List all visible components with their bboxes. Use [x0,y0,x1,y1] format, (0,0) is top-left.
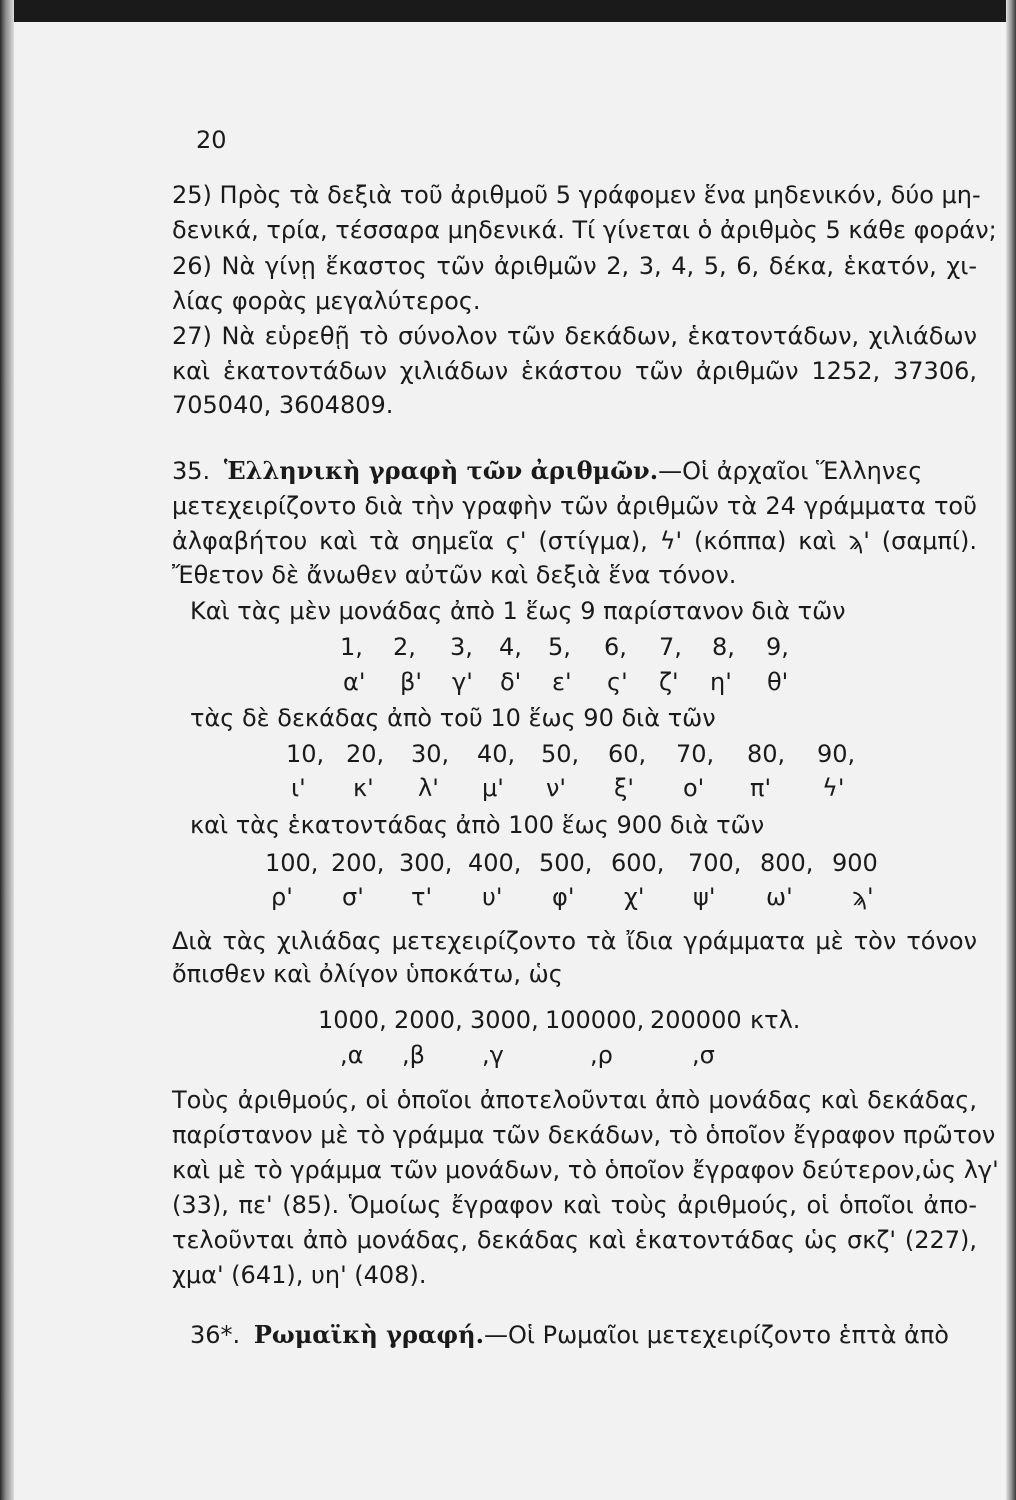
hundreds-letter: φ' [552,883,575,911]
tens-numbers-row [0,739,1016,769]
tens-number: 30, [411,740,450,768]
tens-number: 10, [286,740,325,768]
thousands-letter: ,γ [482,1041,504,1069]
units-number: 7, [659,633,682,661]
tens-letter: ν' [546,774,567,802]
units-letter: δ' [500,668,522,696]
hundreds-letters-row [0,882,1016,912]
thousands-number: 2000, [394,1006,463,1034]
hundreds-number: 700, [688,849,742,877]
tens-letters-row [0,773,1016,803]
tens-number: 60, [608,740,647,768]
hundreds-letter: ψ' [693,883,716,911]
page-number: 20 [196,126,227,154]
section-35-line-1-text: —Οἱ ἀρχαῖοι Ἕλληνες [658,457,923,485]
exercise-27-line-2: καὶ ἑκατοντάδων χιλιάδων ἑκάστου τῶν ἀριθμῶν 1252, 37306, [172,357,977,385]
section-35-number: 35. [172,457,211,485]
hundreds-letter: ω' [766,883,793,911]
compound-line-5: τελοῦνται ἀπὸ μονάδας, δεκάδας καὶ ἑκατοντάδας ὡς σκζ' (227), [172,1226,977,1254]
tens-letter: κ' [353,774,374,802]
tens-letter: π' [750,774,772,802]
thousands-letters-row [0,1040,1016,1070]
section-36-heading [190,1320,949,1350]
compound-line-1: Τοὺς ἀριθμούς, οἱ ὁποῖοι ἀποτελοῦνται ἀπὸ μονάδας καὶ δεκάδας, [172,1086,977,1114]
units-letter: γ' [452,668,473,696]
tens-letter: ϟ' [822,774,845,802]
tens-number: 40, [477,740,516,768]
thousands-line-2: ὄπισθεν καὶ ὀλίγον ὑποκάτω, ὡς [172,960,563,988]
hundreds-number: 300, [399,849,453,877]
hundreds-number: 200, [331,849,385,877]
units-number: 1, [340,633,363,661]
tens-number: 50, [541,740,580,768]
units-number: 5, [548,633,571,661]
hundreds-letter: χ' [624,883,645,911]
scan-top-border [0,0,1016,22]
compound-line-6: χμα' (641), υη' (408). [172,1261,427,1289]
thousands-number: 200000 [650,1006,742,1034]
units-number: 9, [766,633,789,661]
units-letter: ε' [552,668,572,696]
section-35-heading [172,456,922,486]
units-number: 8, [712,633,735,661]
section-35-line-4: Ἔθετον δὲ ἄνωθεν αὐτῶν καὶ δεξιὰ ἕνα τόνον. [172,561,737,589]
units-letter: α' [343,668,366,696]
tens-letter: ξ' [614,774,634,802]
compound-line-4: (33), πε' (85). Ὁμοίως ἔγραφον καὶ τοὺς ἀριθμούς, οἱ ὁποῖοι ἀπο- [172,1191,977,1219]
section-35-line-2: μετεχειρίζοντο διὰ τὴν γραφὴν τῶν ἀριθμῶν τὰ 24 γράμματα τοῦ [172,492,977,520]
hundreds-number: 100, [265,849,319,877]
hundreds-letter: ϡ' [852,883,874,911]
compound-line-3: καὶ μὲ τὸ γράμμα τῶν μονάδων, τὸ ὁποῖον ἔγραφον δεύτερον,ὡς λγ' [172,1156,999,1184]
tens-number: 80, [747,740,786,768]
hundreds-numbers-row [0,848,1016,878]
tens-number: 70, [676,740,715,768]
section-36-line-1-text: —Οἱ Ρωμαῖοι μετεχειρίζοντο ἑπτὰ ἀπὸ [483,1321,949,1349]
units-number: 2, [393,633,416,661]
section-35-title: Ἑλληνικὴ γραφὴ τῶν ἀριθμῶν. [223,456,659,485]
hundreds-number: 900 [832,849,878,877]
tens-letter: ι' [291,774,306,802]
thousands-letter: ,σ [692,1041,715,1069]
hundreds-letter: σ' [342,883,364,911]
units-letter: β' [400,668,422,696]
exercise-25-line-2: δενικά, τρία, τέσσαρα μηδενικά. Τί γίνεται ὁ ἀριθμὸς 5 κάθε φοράν; [172,216,997,244]
units-number: 3, [450,633,473,661]
tens-intro: τὰς δὲ δεκάδας ἀπὸ τοῦ 10 ἕως 90 διὰ τῶν [190,704,716,732]
units-letter: ς' [607,668,628,696]
hundreds-letter: υ' [482,883,503,911]
units-letter: ζ' [659,668,679,696]
units-letters-row [0,667,1016,697]
exercise-26-line-2: λίας φορὰς μεγαλύτερος. [172,287,481,315]
hundreds-number: 800, [760,849,814,877]
exercise-25-line-1: 25) Πρὸς τὰ δεξιὰ τοῦ ἀριθμοῦ 5 γράφομεν ἕνα μηδενικόν, δύο μη- [172,181,981,209]
compound-line-2: παρίστανον μὲ τὸ γράμμα τῶν δεκάδων, τὸ ὁποῖον ἔγραφον πρῶτον [172,1121,996,1149]
hundreds-intro: καὶ τὰς ἑκατοντάδας ἀπὸ 100 ἕως 900 διὰ τῶν [190,811,765,839]
tens-letter: λ' [418,774,439,802]
thousands-line-1: Διὰ τὰς χιλιάδας μετεχειρίζοντο τὰ ἴδια γράμματα μὲ τὸν τόνον [172,927,977,955]
exercise-27-line-1: 27) Νὰ εὑρεθῇ τὸ σύνολον τῶν δεκάδων, ἑκατοντάδων, χιλιάδων [172,322,977,350]
tens-letter: μ' [482,774,504,802]
thousands-number: 1000, [318,1006,387,1034]
hundreds-number: 500, [539,849,593,877]
thousands-unit-label: κτλ. [750,1006,801,1034]
tens-number: 20, [346,740,385,768]
thousands-letter: ,α [340,1041,364,1069]
exercise-26-line-1: 26) Νὰ γίνῃ ἕκαστος τῶν ἀριθμῶν 2, 3, 4, 5, 6, δέκα, ἑκατόν, χι- [172,252,977,280]
section-36-number: 36*. [190,1321,241,1349]
units-number: 6, [604,633,627,661]
section-36-title: Ρωμαϊκὴ γραφή. [253,1320,484,1349]
section-35-line-3: ἀλφαβήτου καὶ τὰ σημεῖα ϛ' (στίγμα), ϟ' (κόππα) καὶ ϡ' (σαμπί). [172,527,977,555]
hundreds-number: 400, [468,849,522,877]
tens-number: 90, [817,740,856,768]
thousands-letter: ,β [402,1041,425,1069]
thousands-letter: ,ρ [590,1041,613,1069]
thousands-number: 100000, [545,1006,645,1034]
hundreds-letter: τ' [411,883,433,911]
units-numbers-row [0,632,1016,662]
units-letter: θ' [767,668,789,696]
units-letter: η' [710,668,732,696]
thousands-numbers-row [0,1005,1016,1035]
units-number: 4, [499,633,522,661]
hundreds-number: 600, [611,849,665,877]
exercise-27-line-3: 705040, 3604809. [172,391,394,419]
hundreds-letter: ρ' [271,883,293,911]
tens-letter: ο' [683,774,705,802]
units-intro: Καὶ τὰς μὲν μονάδας ἀπὸ 1 ἕως 9 παρίστανον διὰ τῶν [190,597,846,625]
thousands-number: 3000, [470,1006,539,1034]
